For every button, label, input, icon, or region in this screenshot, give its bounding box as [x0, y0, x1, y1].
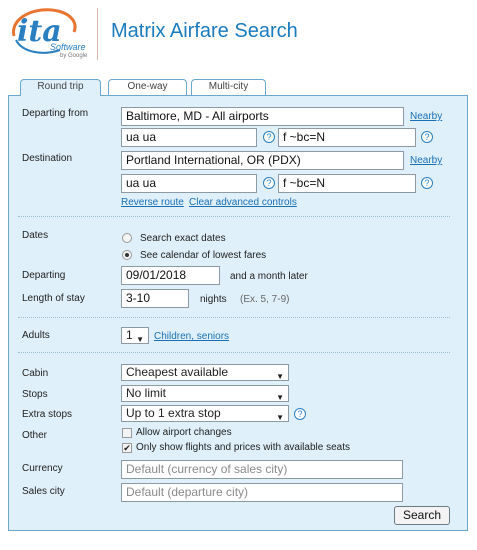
- adults-select[interactable]: [121, 327, 149, 344]
- destination-routing-input[interactable]: ua ua: [121, 174, 257, 193]
- cabin-label: Cabin: [22, 368, 49, 379]
- tab-one-way[interactable]: One-way: [108, 79, 187, 95]
- available-seats-label[interactable]: Only show flights and prices with available seats: [136, 442, 350, 453]
- sales-city-input[interactable]: Default (departure city): [121, 483, 403, 502]
- reverse-route-link[interactable]: Reverse route: [121, 197, 184, 208]
- destination-input[interactable]: Portland International, OR (PDX): [121, 151, 404, 170]
- nights-unit-text: nights: [200, 294, 227, 305]
- page-title: Matrix Airfare Search: [111, 20, 298, 42]
- adults-label: Adults: [22, 330, 50, 341]
- currency-label: Currency: [22, 463, 63, 474]
- stops-label: Stops: [22, 389, 48, 400]
- extra-stops-label: Extra stops: [22, 409, 73, 420]
- cabin-select-value: Cheapest available: [126, 365, 229, 379]
- ita-software-logo: [8, 6, 88, 62]
- header-divider: [97, 8, 98, 60]
- origin-extension-help-icon[interactable]: ?: [421, 131, 433, 143]
- stops-select[interactable]: [121, 385, 289, 402]
- stay-example-text: (Ex. 5, 7-9): [240, 294, 290, 305]
- tab-round-trip[interactable]: Round trip: [20, 79, 101, 96]
- chevron-down-icon: ▼: [276, 413, 284, 422]
- other-label: Other: [22, 430, 48, 441]
- tab-multi-city[interactable]: Multi-city: [191, 79, 266, 95]
- destination-routing-help-icon[interactable]: ?: [263, 177, 275, 189]
- destination-extension-input[interactable]: f ~bc=N: [278, 174, 416, 193]
- section-divider: [18, 216, 450, 217]
- allow-airport-changes-checkbox[interactable]: [122, 428, 132, 438]
- origin-input[interactable]: Baltimore, MD - All airports: [121, 107, 404, 126]
- chevron-down-icon: ▼: [276, 372, 284, 381]
- extra-stops-help-icon[interactable]: ?: [294, 408, 306, 420]
- chevron-down-icon: ▼: [276, 393, 284, 402]
- length-of-stay-input[interactable]: 3-10: [121, 289, 189, 308]
- calendar-fares-label[interactable]: See calendar of lowest fares: [140, 250, 267, 261]
- origin-label: Departing from: [22, 108, 89, 119]
- length-of-stay-label: Length of stay: [22, 293, 85, 304]
- sales-city-label: Sales city: [22, 486, 65, 497]
- origin-extension-input[interactable]: f ~bc=N: [278, 128, 416, 147]
- length-of-stay-example: [240, 294, 289, 305]
- departing-label: Departing: [22, 270, 66, 281]
- children-seniors-link[interactable]: Children, seniors: [154, 331, 230, 342]
- logo-sub: Software: [50, 42, 86, 52]
- origin-routing-help-icon[interactable]: ?: [263, 131, 275, 143]
- origin-nearby-link[interactable]: Nearby: [410, 111, 443, 122]
- logo-by-google: by Google: [60, 53, 88, 59]
- calendar-fares-radio[interactable]: [122, 250, 132, 260]
- origin-routing-input[interactable]: ua ua: [121, 128, 257, 147]
- dates-label: Dates: [22, 230, 49, 241]
- section-divider: [18, 352, 450, 353]
- exact-dates-label[interactable]: Search exact dates: [140, 233, 226, 244]
- clear-advanced-controls-link[interactable]: Clear advanced controls: [189, 197, 297, 208]
- allow-airport-changes-label[interactable]: Allow airport changes: [136, 427, 232, 438]
- cabin-select[interactable]: [121, 364, 289, 381]
- destination-extension-help-icon[interactable]: ?: [421, 177, 433, 189]
- extra-stops-select[interactable]: [121, 405, 289, 422]
- extra-stops-select-value: Up to 1 extra stop: [126, 406, 221, 420]
- section-divider: [18, 317, 450, 318]
- destination-nearby-link[interactable]: Nearby: [410, 155, 443, 166]
- departing-date-input[interactable]: 09/01/2018: [121, 266, 220, 285]
- stops-select-value: No limit: [126, 386, 167, 400]
- chevron-down-icon: ▼: [136, 335, 144, 344]
- adults-select-value: 1: [126, 328, 133, 342]
- logo-word: ita: [17, 14, 62, 49]
- currency-input[interactable]: Default (currency of sales city): [121, 460, 403, 479]
- available-seats-checkbox[interactable]: ✔: [123, 443, 131, 453]
- search-button[interactable]: Search: [394, 506, 450, 525]
- destination-label: Destination: [22, 153, 73, 164]
- exact-dates-radio[interactable]: [122, 233, 132, 243]
- departing-range-text: and a month later: [230, 271, 308, 282]
